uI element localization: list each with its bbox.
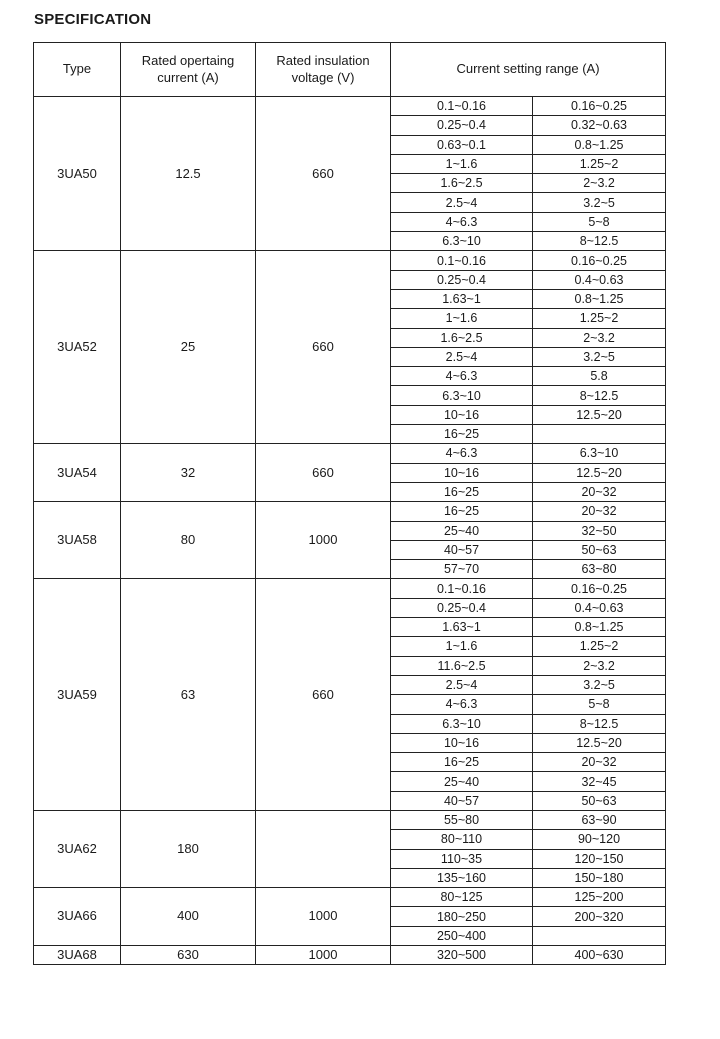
range-low-cell: 57~70 bbox=[391, 560, 533, 579]
range-low-cell: 10~16 bbox=[391, 405, 533, 424]
range-low-cell: 25~40 bbox=[391, 521, 533, 540]
range-high-cell: 0.32~0.63 bbox=[533, 116, 666, 135]
range-low-cell: 10~16 bbox=[391, 463, 533, 482]
range-high-cell: 12.5~20 bbox=[533, 405, 666, 424]
header-range: Current setting range (A) bbox=[391, 43, 666, 97]
range-low-cell: 250~400 bbox=[391, 926, 533, 945]
range-low-cell: 55~80 bbox=[391, 810, 533, 829]
range-high-cell: 6.3~10 bbox=[533, 444, 666, 463]
range-low-cell: 0.63~0.1 bbox=[391, 135, 533, 154]
range-high-cell: 150~180 bbox=[533, 868, 666, 887]
range-low-cell: 6.3~10 bbox=[391, 232, 533, 251]
range-high-cell: 400~630 bbox=[533, 946, 666, 965]
range-high-cell: 5~8 bbox=[533, 212, 666, 231]
range-high-cell: 5~8 bbox=[533, 695, 666, 714]
range-low-cell: 40~57 bbox=[391, 791, 533, 810]
type-cell: 3UA54 bbox=[34, 444, 121, 502]
header-current: Rated opertaing current (A) bbox=[121, 43, 256, 97]
range-low-cell: 6.3~10 bbox=[391, 714, 533, 733]
voltage-cell: 1000 bbox=[256, 946, 391, 965]
range-low-cell: 1~1.6 bbox=[391, 637, 533, 656]
range-low-cell: 0.1~0.16 bbox=[391, 579, 533, 598]
current-cell: 25 bbox=[121, 251, 256, 444]
range-high-cell bbox=[533, 926, 666, 945]
range-low-cell: 320~500 bbox=[391, 946, 533, 965]
range-low-cell: 16~25 bbox=[391, 502, 533, 521]
range-high-cell: 5.8 bbox=[533, 367, 666, 386]
range-high-cell: 8~12.5 bbox=[533, 714, 666, 733]
range-low-cell: 10~16 bbox=[391, 733, 533, 752]
range-high-cell: 0.4~0.63 bbox=[533, 598, 666, 617]
range-high-cell: 0.8~1.25 bbox=[533, 618, 666, 637]
voltage-cell: 660 bbox=[256, 97, 391, 251]
range-high-cell: 2~3.2 bbox=[533, 656, 666, 675]
range-low-cell: 1~1.6 bbox=[391, 309, 533, 328]
range-high-cell: 1.25~2 bbox=[533, 637, 666, 656]
range-low-cell: 80~125 bbox=[391, 888, 533, 907]
range-high-cell: 90~120 bbox=[533, 830, 666, 849]
range-low-cell: 16~25 bbox=[391, 482, 533, 501]
table-body bbox=[34, 97, 666, 965]
specification-table bbox=[33, 42, 666, 965]
voltage-cell: 660 bbox=[256, 444, 391, 502]
range-low-cell: 0.25~0.4 bbox=[391, 598, 533, 617]
current-cell: 180 bbox=[121, 810, 256, 887]
table-row bbox=[34, 579, 666, 598]
range-high-cell: 120~150 bbox=[533, 849, 666, 868]
voltage-cell: 1000 bbox=[256, 888, 391, 946]
range-high-cell: 63~90 bbox=[533, 810, 666, 829]
range-low-cell: 135~160 bbox=[391, 868, 533, 887]
range-high-cell: 3.2~5 bbox=[533, 675, 666, 694]
range-low-cell: 0.1~0.16 bbox=[391, 97, 533, 116]
range-low-cell: 0.25~0.4 bbox=[391, 116, 533, 135]
range-low-cell: 25~40 bbox=[391, 772, 533, 791]
range-low-cell: 80~110 bbox=[391, 830, 533, 849]
range-low-cell: 11.6~2.5 bbox=[391, 656, 533, 675]
current-cell: 630 bbox=[121, 946, 256, 965]
range-low-cell: 1~1.6 bbox=[391, 154, 533, 173]
range-low-cell: 4~6.3 bbox=[391, 444, 533, 463]
range-high-cell: 12.5~20 bbox=[533, 733, 666, 752]
range-high-cell: 20~32 bbox=[533, 502, 666, 521]
range-high-cell: 2~3.2 bbox=[533, 174, 666, 193]
range-low-cell: 0.25~0.4 bbox=[391, 270, 533, 289]
range-high-cell: 3.2~5 bbox=[533, 347, 666, 366]
type-cell: 3UA59 bbox=[34, 579, 121, 811]
range-high-cell: 2~3.2 bbox=[533, 328, 666, 347]
range-high-cell: 0.4~0.63 bbox=[533, 270, 666, 289]
table-row bbox=[34, 444, 666, 463]
range-low-cell: 2.5~4 bbox=[391, 675, 533, 694]
voltage-cell bbox=[256, 810, 391, 887]
table-row bbox=[34, 888, 666, 907]
table-row bbox=[34, 502, 666, 521]
range-high-cell: 1.25~2 bbox=[533, 309, 666, 328]
range-low-cell: 1.63~1 bbox=[391, 618, 533, 637]
range-high-cell: 8~12.5 bbox=[533, 232, 666, 251]
range-high-cell: 3.2~5 bbox=[533, 193, 666, 212]
current-cell: 32 bbox=[121, 444, 256, 502]
range-low-cell: 0.1~0.16 bbox=[391, 251, 533, 270]
type-cell: 3UA50 bbox=[34, 97, 121, 251]
range-high-cell: 200~320 bbox=[533, 907, 666, 926]
range-high-cell: 12.5~20 bbox=[533, 463, 666, 482]
range-low-cell: 6.3~10 bbox=[391, 386, 533, 405]
range-high-cell: 8~12.5 bbox=[533, 386, 666, 405]
range-high-cell: 50~63 bbox=[533, 791, 666, 810]
range-low-cell: 180~250 bbox=[391, 907, 533, 926]
range-high-cell: 0.8~1.25 bbox=[533, 135, 666, 154]
range-low-cell: 2.5~4 bbox=[391, 347, 533, 366]
range-high-cell: 20~32 bbox=[533, 482, 666, 501]
range-high-cell: 63~80 bbox=[533, 560, 666, 579]
range-high-cell: 32~45 bbox=[533, 772, 666, 791]
range-low-cell: 1.63~1 bbox=[391, 289, 533, 308]
range-high-cell: 50~63 bbox=[533, 540, 666, 559]
page-title: SPECIFICATION bbox=[34, 11, 152, 28]
range-low-cell: 110~35 bbox=[391, 849, 533, 868]
table-row bbox=[34, 946, 666, 965]
range-high-cell: 32~50 bbox=[533, 521, 666, 540]
range-low-cell: 4~6.3 bbox=[391, 212, 533, 231]
range-low-cell: 4~6.3 bbox=[391, 367, 533, 386]
type-cell: 3UA62 bbox=[34, 810, 121, 887]
type-cell: 3UA58 bbox=[34, 502, 121, 579]
range-low-cell: 16~25 bbox=[391, 753, 533, 772]
range-high-cell: 20~32 bbox=[533, 753, 666, 772]
table-row bbox=[34, 810, 666, 829]
range-low-cell: 1.6~2.5 bbox=[391, 174, 533, 193]
current-cell: 12.5 bbox=[121, 97, 256, 251]
table-row bbox=[34, 97, 666, 116]
current-cell: 63 bbox=[121, 579, 256, 811]
type-cell: 3UA66 bbox=[34, 888, 121, 946]
range-low-cell: 16~25 bbox=[391, 425, 533, 444]
voltage-cell: 1000 bbox=[256, 502, 391, 579]
current-cell: 80 bbox=[121, 502, 256, 579]
voltage-cell: 660 bbox=[256, 251, 391, 444]
range-high-cell bbox=[533, 425, 666, 444]
type-cell: 3UA52 bbox=[34, 251, 121, 444]
range-high-cell: 125~200 bbox=[533, 888, 666, 907]
range-high-cell: 0.16~0.25 bbox=[533, 251, 666, 270]
range-low-cell: 4~6.3 bbox=[391, 695, 533, 714]
voltage-cell: 660 bbox=[256, 579, 391, 811]
range-low-cell: 1.6~2.5 bbox=[391, 328, 533, 347]
type-cell: 3UA68 bbox=[34, 946, 121, 965]
header-row bbox=[34, 43, 666, 97]
header-type: Type bbox=[34, 43, 121, 97]
range-high-cell: 0.16~0.25 bbox=[533, 579, 666, 598]
range-low-cell: 40~57 bbox=[391, 540, 533, 559]
range-high-cell: 1.25~2 bbox=[533, 154, 666, 173]
current-cell: 400 bbox=[121, 888, 256, 946]
range-low-cell: 2.5~4 bbox=[391, 193, 533, 212]
range-high-cell: 0.16~0.25 bbox=[533, 97, 666, 116]
range-high-cell: 0.8~1.25 bbox=[533, 289, 666, 308]
table-row bbox=[34, 251, 666, 270]
header-voltage: Rated insulation voltage (V) bbox=[256, 43, 391, 97]
